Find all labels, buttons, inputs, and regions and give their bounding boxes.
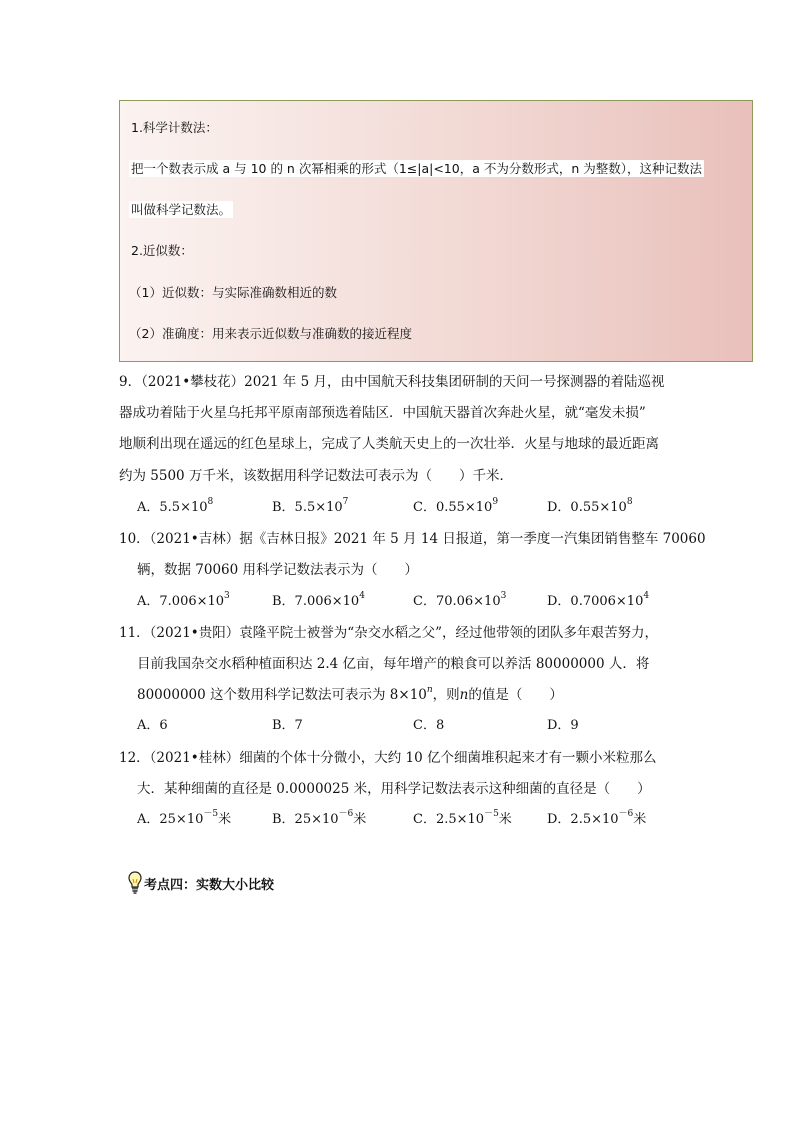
q9-option-a: A．$5.5\times 10^8$ <box>137 496 214 515</box>
box-definition-line-2: 叫做科学记数法。 <box>131 202 232 217</box>
q10-line-2: 辆，数据 70060 用科学记数法表示为（ ） <box>137 562 419 578</box>
q9-line-4: 约为 5500 万千米，该数据用科学记数法可表示为（ ）千米． <box>119 468 513 484</box>
q10-option-d: D．$0.7006\times 10^4$ <box>547 590 650 609</box>
q10-option-a: A．$7.006\times 10^3$ <box>137 590 230 609</box>
box-heading-approximate-number: 2.近似数： <box>131 243 193 258</box>
q10-option-c: C．$70.06\times 10^3$ <box>413 590 507 609</box>
q12-option-c: C．$2.5\times 10^{-5}$米 <box>413 808 512 827</box>
lightbulb-icon <box>128 871 142 895</box>
q9-option-d: D．$0.55\times 10^8$ <box>547 496 633 515</box>
q12-line-1: 12．（2021•桂林）细菌的个体十分微小，大约 10 亿个细菌堆积起来才有一颗小米粒那么 <box>119 750 657 766</box>
q12-option-b: B．$25\times 10^{-6}$米 <box>272 808 367 827</box>
q12-option-d: D．$2.5\times 10^{-6}$米 <box>547 808 647 827</box>
q9-line-3: 地顺利出现在遥远的红色星球上，完成了人类航天史上的一次壮举．火星与地球的最近距离 <box>119 436 659 452</box>
box-item-approximate: （1）近似数：与实际准确数相近的数 <box>129 285 337 300</box>
box-item-accuracy: （2）准确度：用来表示近似数与准确数的接近程度 <box>129 326 412 341</box>
q11-option-c: C．8 <box>413 718 445 733</box>
box-heading-scientific-notation: 1.科学计数法： <box>131 120 218 135</box>
q9-option-c: C．$0.55\times 10^9$ <box>413 496 499 515</box>
q11-option-d: D．9 <box>547 718 579 733</box>
summary-box <box>119 100 753 362</box>
q11-line-1: 11．（2021•贵阳）袁隆平院士被誉为“杂交水稻之父”，经过他带领的团队多年艰苦努力， <box>119 625 659 641</box>
q11-option-a: A．6 <box>137 718 168 733</box>
q11-option-b: B．7 <box>272 718 303 733</box>
q9-line-1: 9．（2021•攀枝花）2021 年 5 月，由中国航天科技集团研制的天问一号探测器的着陆巡视 <box>119 374 665 390</box>
q11-line-2: 目前我国杂交水稻种植面积达 2.4 亿亩，每年增产的粮食可以养活 80000000 人．将 <box>137 656 650 672</box>
box-definition-line: 把一个数表示成 a 与 10 的 n 次幂相乘的形式（1≤|a|<10，a 不为分数形式，n 为整数），这种记数法 <box>131 161 702 176</box>
q12-option-a: A．$25\times 10^{-5}$米 <box>137 808 232 827</box>
section-heading <box>128 870 274 896</box>
q11-line-3: 80000000 这个数用科学记数法可表示为 $8\times 10^n$，则n的值是（ ） <box>137 684 563 703</box>
q9-line-2: 器成功着陆于火星乌托邦平原南部预选着陆区．中国航天器首次奔赴火星，就“毫发未损” <box>119 405 646 421</box>
section-title: 考点四：实数大小比较 <box>144 877 275 893</box>
q10-line-1: 10．（2021•吉林）据《吉林日报》2021 年 5 月 14 日报道，第一季度一汽集团销售整车 70060 <box>119 531 706 547</box>
q12-line-2: 大．某种细菌的直径是 0.0000025 米，用科学记数法表示这种细菌的直径是（ ） <box>137 781 651 797</box>
q9-option-b: B．$5.5\times 10^7$ <box>272 496 349 515</box>
q10-option-b: B．$7.006\times 10^4$ <box>272 590 365 609</box>
